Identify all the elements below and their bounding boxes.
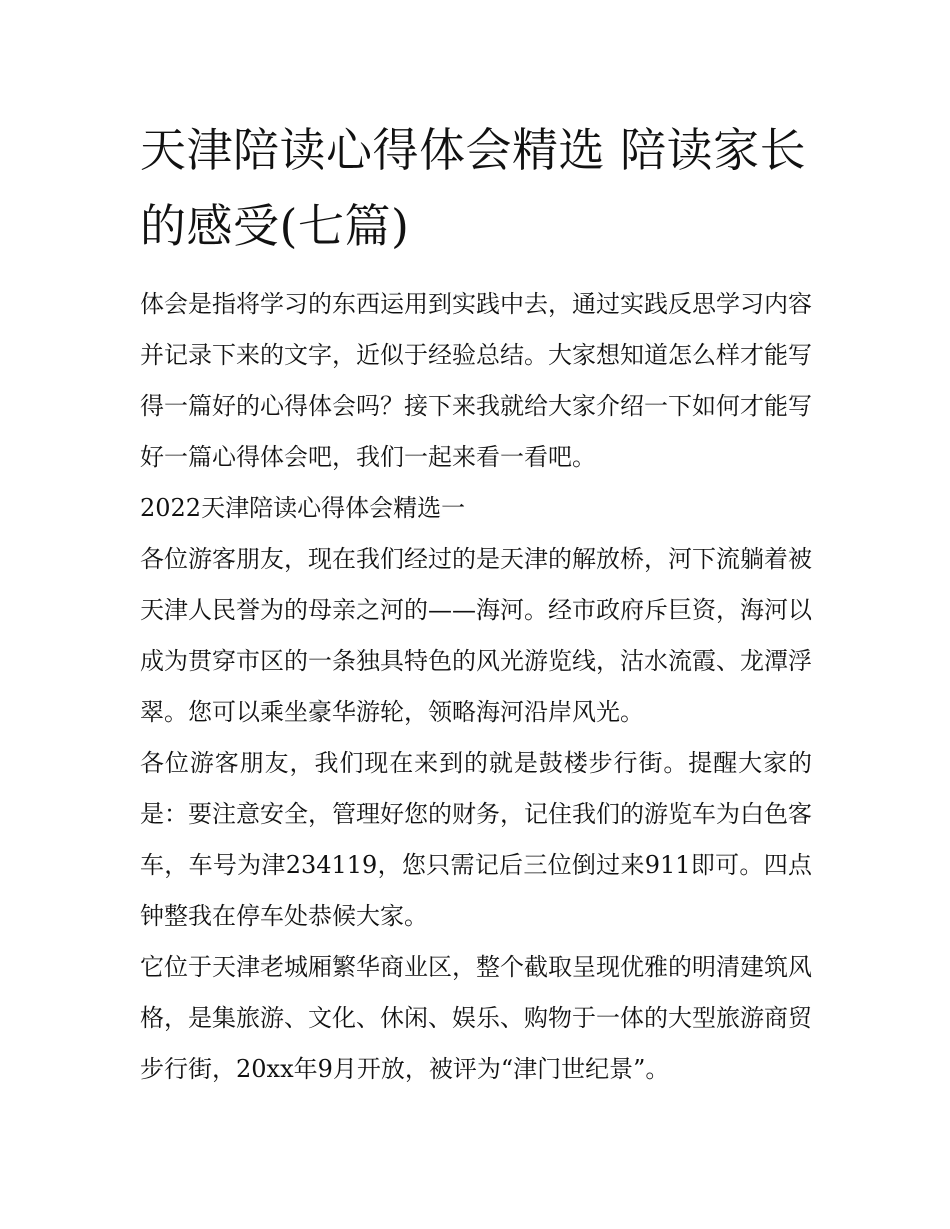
body-paragraph-1: 各位游客朋友，现在我们经过的是天津的解放桥，河下流躺着被天津人民誉为的母亲之河的——海河。经市政府斥巨资，海河以成为贯穿市区的一条独具特色的风光游览线，沽水流霞、龙潭浮翠。您可以乘坐豪华游轮，领略海河沿岸风光。 [140, 545, 812, 726]
document-page [140, 112, 812, 1095]
body-paragraph-2: 各位游客朋友，我们现在来到的就是鼓楼步行街。提醒大家的是：要注意安全，管理好您的财务，记住我们的游览车为白色客车，车号为津234119，您只需记后三位倒过来911即可。四点钟整我在停车处恭候大家。 [140, 749, 812, 930]
section-heading: 2022天津陪读心得体会精选一 [140, 494, 466, 522]
document-title: 天津陪读心得体会精选 陪读家长的感受(七篇) [140, 123, 807, 253]
body-paragraph-3: 它位于天津老城厢繁华商业区，整个截取呈现优雅的明清建筑风格，是集旅游、文化、休闲、娱乐、购物于一体的大型旅游商贸步行街，20xx年9月开放，被评为“津门世纪景”。 [140, 953, 812, 1083]
intro-paragraph: 体会是指将学习的东西运用到实践中去，通过实践反思学习内容并记录下来的文字，近似于经验总结。大家想知道怎么样才能写得一篇好的心得体会吗？接下来我就给大家介绍一下如何才能写好一篇心得体会吧，我们一起来看一看吧。 [140, 290, 812, 471]
